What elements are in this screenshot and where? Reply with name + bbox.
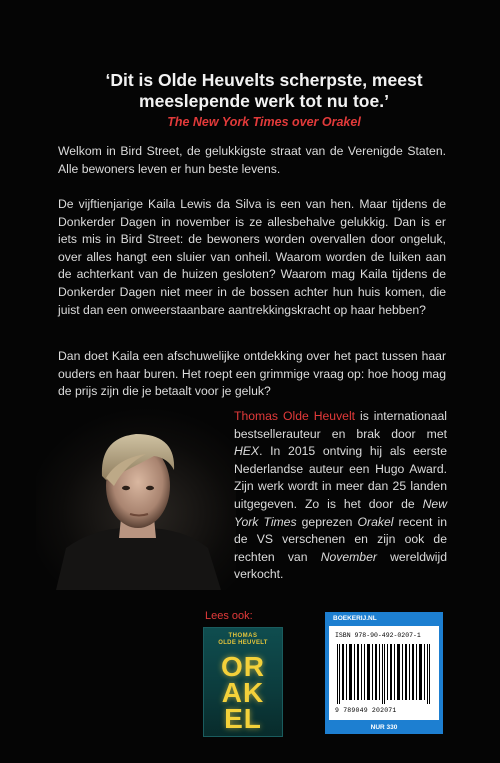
publisher-url: BOEKERIJ.NL: [333, 615, 377, 622]
blurb-paragraph-2: De vijftienjarige Kaila Lewis da Silva is een van hen. Maar tijdens de Donkerder Dagen in november is ze allesbehalve gelukkig. Dan is er iets mis in Bird Street: de bewoners worden overvallen door ongeluk, over alles hangt een sluier van onheil. Waarom worden de luiken aan de achterkant van de huizen gesloten? Waarom mag Kaila tijdens de Donkerder Dagen niet meer in de bossen achter hun huis komen, die juist dan een onweerstaanbare aantrekkingskracht op haar hebben?: [58, 197, 446, 317]
bio-title-orakel: Orakel: [357, 514, 394, 529]
bio-text-3: geprezen: [296, 514, 358, 529]
barcode-bars: [337, 644, 431, 704]
blurb-paragraph-3: Dan doet Kaila een afschuwelijke ontdekking over het pact tussen haar ouders en haar buren. Het roept een grimmige vraag op: hoe hoog mag de prijs zijn die je betaalt voor je geluk?: [58, 349, 446, 399]
cover-title-row-2: AK: [221, 677, 265, 708]
bio-text-5: wereldwijd verkocht.: [234, 549, 447, 582]
barcode-digits: 9 789049 202071: [335, 707, 397, 714]
barcode-area: [329, 626, 439, 720]
bio-title-hex: HEX: [234, 444, 260, 459]
barcode-panel: [325, 612, 443, 734]
bio-text-4: recent in de VS verschenen en zijn ook de rechten van: [234, 514, 447, 564]
bio-text-1: is internationaal bestsellerauteur en brak door met: [234, 409, 447, 441]
blurb-paragraph-1: Welkom in Bird Street, de gelukkigste straat van de Verenigde Staten. Alle bewoners leven er hun beste levens.: [58, 144, 446, 176]
bio-nyt: New York Times: [234, 496, 447, 529]
quote-line-1: ‘Dit is Olde Heuvelts scherpste, meest: [105, 70, 423, 90]
quote-line-2: meeslepende werk tot nu toe.’: [139, 91, 389, 111]
nur-code: NUR 330: [370, 724, 398, 731]
cover-title-row-1: OR: [221, 651, 265, 682]
cover-author-last: OLDE HEUVELT: [218, 640, 268, 646]
quote-text: [84, 70, 444, 112]
cover-author-first: THOMAS: [228, 633, 258, 639]
review-quote: [84, 70, 444, 129]
cover-title-row-3: EL: [224, 703, 262, 734]
bio-title-november: November: [320, 549, 377, 564]
author-bio: [234, 408, 447, 584]
author-photo: [36, 398, 236, 590]
bio-text-2: . In 2015 ontving hij als eerste Nederlandse auteur een Hugo Award. Zijn werk wordt in meer dan 25 landen uitgegeven. Zo is het door de: [234, 444, 447, 511]
lees-ook-label: Lees ook:: [205, 610, 253, 622]
orakel-book-cover: [203, 627, 283, 737]
isbn-text: ISBN 978-90-492-0207-1: [335, 632, 421, 639]
quote-source: The New York Times over Orakel: [167, 115, 361, 129]
author-name: Thomas Olde Heuvelt: [234, 409, 356, 423]
author-portrait-illustration: [36, 398, 236, 590]
